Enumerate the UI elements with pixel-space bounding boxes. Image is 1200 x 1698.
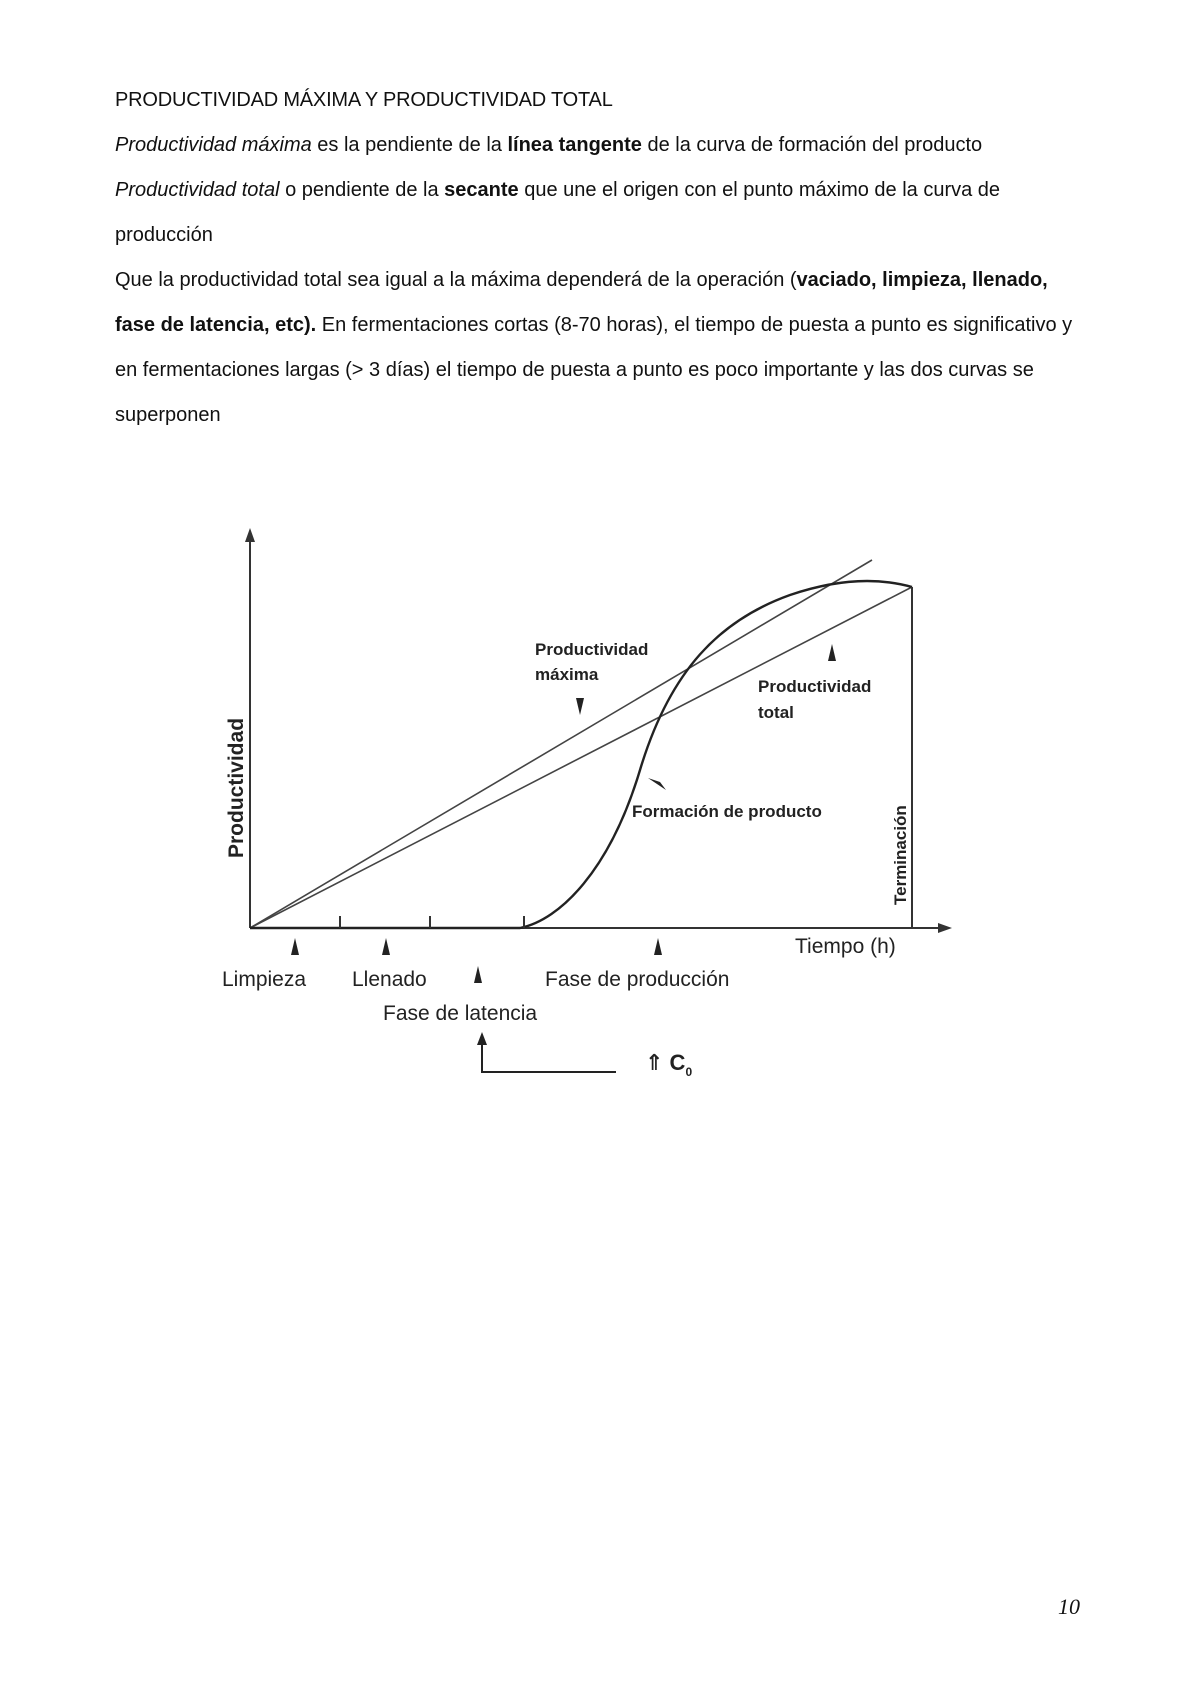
para1-text-a: es la pendiente de la — [311, 134, 508, 156]
arrow-marker-filling — [382, 938, 390, 955]
term-total-productivity: Productividad total — [115, 179, 280, 201]
c0-subscript: 0 — [685, 1065, 693, 1079]
max-productivity-tangent-line — [250, 560, 872, 928]
c0-label-main: ⇑ C — [645, 1050, 686, 1075]
label-lag-phase: Fase de latencia — [383, 1002, 538, 1025]
para2-text-b: que une el origen con el punto máximo de la curva de producción — [115, 179, 1001, 246]
label-total-productivity-line2: total — [758, 703, 794, 722]
label-cleaning: Limpieza — [222, 968, 307, 991]
y-axis-arrowhead — [245, 528, 255, 542]
section-heading: PRODUCTIVIDAD MÁXIMA Y PRODUCTIVIDAD TOTAL — [115, 89, 613, 111]
arrow-marker-curve — [648, 778, 666, 790]
arrow-marker-production — [654, 938, 662, 955]
para2-text-a: o pendiente de la — [279, 179, 445, 201]
label-termination: Terminación — [891, 805, 910, 905]
label-filling: Llenado — [352, 968, 427, 991]
label-max-productivity-line2: máxima — [535, 665, 599, 684]
y-axis-label: Productividad — [225, 717, 248, 858]
page-number: 10 — [1058, 1594, 1080, 1619]
c0-bracket-arrowhead — [477, 1032, 487, 1045]
para1-bold: línea tangente — [507, 134, 642, 156]
arrow-marker-total — [828, 644, 836, 661]
term-max-productivity: Productividad máxima — [115, 134, 312, 156]
para3-text-b: En fermentaciones cortas (8-70 horas), el tiempo de puesta a punto es significativo y en fermentaciones largas (> 3 días) el tiempo de puesta a punto es poco importante y las dos curvas se superponen — [115, 314, 1073, 426]
x-axis-label: Tiempo (h) — [795, 935, 896, 958]
label-max-productivity-line1: Productividad — [535, 640, 649, 659]
total-productivity-secant-line — [250, 587, 912, 928]
c0-label — [645, 1050, 692, 1079]
c0-bracket — [482, 1040, 616, 1072]
arrow-marker-cleaning — [291, 938, 299, 955]
para3-bold: vaciado, limpieza, llenado, fase de latencia, etc). — [115, 269, 1048, 336]
para1-text-b: de la curva de formación del producto — [641, 134, 983, 156]
label-total-productivity-line1: Productividad — [758, 677, 872, 696]
label-production-phase: Fase de producción — [545, 968, 730, 991]
label-product-formation: Formación de producto — [632, 802, 822, 821]
arrow-marker-max — [576, 698, 584, 715]
para2-bold: secante — [444, 179, 519, 201]
x-axis-arrowhead — [938, 923, 952, 933]
arrow-marker-lag — [474, 966, 482, 983]
para3-text-a: Que la productividad total sea igual a la máxima dependerá de la operación ( — [115, 269, 797, 291]
